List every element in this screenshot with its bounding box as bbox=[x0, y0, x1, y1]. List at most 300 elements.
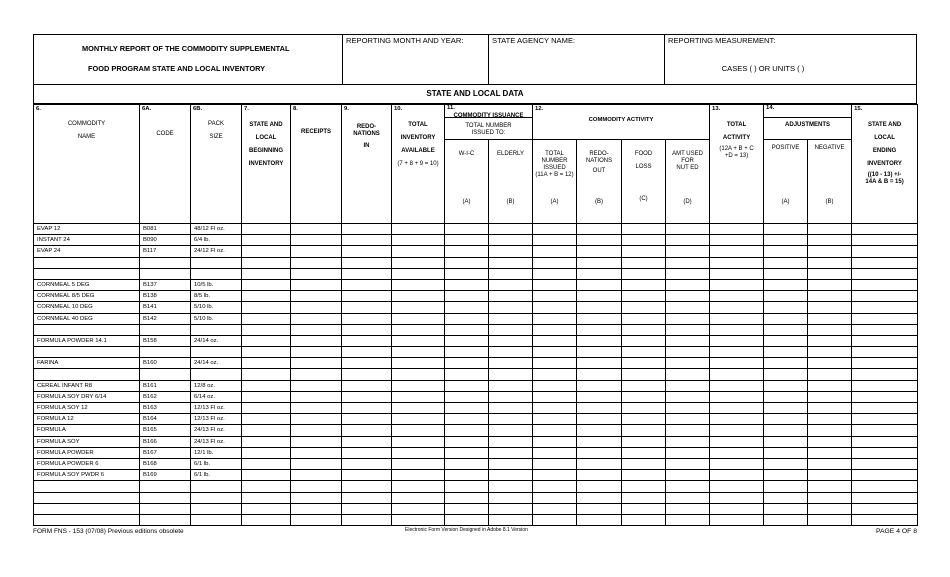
entry-cell[interactable] bbox=[342, 481, 392, 492]
entry-cell[interactable] bbox=[489, 235, 533, 246]
entry-cell[interactable] bbox=[242, 358, 291, 369]
entry-cell[interactable] bbox=[489, 458, 533, 469]
entry-cell[interactable] bbox=[666, 369, 710, 380]
entry-cell[interactable] bbox=[666, 414, 710, 425]
entry-cell[interactable] bbox=[622, 403, 666, 414]
entry-cell[interactable] bbox=[291, 335, 342, 346]
entry-cell[interactable] bbox=[445, 335, 489, 346]
entry-cell[interactable] bbox=[710, 403, 764, 414]
entry-cell[interactable] bbox=[291, 503, 342, 514]
entry-cell[interactable] bbox=[392, 279, 445, 290]
cases-units-selector[interactable]: CASES ( ) OR UNITS ( ) bbox=[721, 64, 805, 73]
entry-cell[interactable] bbox=[445, 246, 489, 257]
entry-cell[interactable] bbox=[666, 235, 710, 246]
entry-cell[interactable] bbox=[808, 369, 852, 380]
entry-cell[interactable] bbox=[392, 380, 445, 391]
entry-cell[interactable] bbox=[577, 324, 622, 335]
entry-cell[interactable] bbox=[577, 279, 622, 290]
entry-cell[interactable] bbox=[489, 302, 533, 313]
entry-cell[interactable] bbox=[852, 369, 918, 380]
entry-cell[interactable] bbox=[445, 514, 489, 525]
entry-cell[interactable] bbox=[622, 425, 666, 436]
entry-cell[interactable] bbox=[489, 391, 533, 402]
entry-cell[interactable] bbox=[489, 380, 533, 391]
entry-cell[interactable] bbox=[808, 324, 852, 335]
entry-cell[interactable] bbox=[622, 313, 666, 324]
entry-cell[interactable] bbox=[808, 235, 852, 246]
entry-cell[interactable] bbox=[764, 313, 808, 324]
entry-cell[interactable] bbox=[342, 470, 392, 481]
entry-cell[interactable] bbox=[577, 481, 622, 492]
entry-cell[interactable] bbox=[392, 313, 445, 324]
entry-cell[interactable] bbox=[291, 391, 342, 402]
entry-cell[interactable] bbox=[666, 302, 710, 313]
entry-cell[interactable] bbox=[622, 224, 666, 235]
entry-cell[interactable] bbox=[666, 380, 710, 391]
entry-cell[interactable] bbox=[342, 235, 392, 246]
entry-cell[interactable] bbox=[533, 279, 577, 290]
entry-cell[interactable] bbox=[808, 514, 852, 525]
entry-cell[interactable] bbox=[533, 470, 577, 481]
entry-cell[interactable] bbox=[392, 324, 445, 335]
reporting-month-field[interactable] bbox=[343, 35, 489, 84]
entry-cell[interactable] bbox=[622, 447, 666, 458]
entry-cell[interactable] bbox=[342, 447, 392, 458]
entry-cell[interactable] bbox=[489, 268, 533, 279]
entry-cell[interactable] bbox=[489, 257, 533, 268]
entry-cell[interactable] bbox=[710, 291, 764, 302]
entry-cell[interactable] bbox=[622, 324, 666, 335]
entry-cell[interactable] bbox=[445, 391, 489, 402]
entry-cell[interactable] bbox=[764, 447, 808, 458]
entry-cell[interactable] bbox=[242, 257, 291, 268]
entry-cell[interactable] bbox=[291, 279, 342, 290]
entry-cell[interactable] bbox=[489, 447, 533, 458]
entry-cell[interactable] bbox=[291, 302, 342, 313]
entry-cell[interactable] bbox=[577, 458, 622, 469]
entry-cell[interactable] bbox=[622, 481, 666, 492]
entry-cell[interactable] bbox=[291, 425, 342, 436]
entry-cell[interactable] bbox=[533, 302, 577, 313]
entry-cell[interactable] bbox=[577, 268, 622, 279]
entry-cell[interactable] bbox=[291, 246, 342, 257]
entry-cell[interactable] bbox=[533, 246, 577, 257]
entry-cell[interactable] bbox=[242, 246, 291, 257]
entry-cell[interactable] bbox=[764, 514, 808, 525]
entry-cell[interactable] bbox=[852, 414, 918, 425]
entry-cell[interactable] bbox=[808, 335, 852, 346]
entry-cell[interactable] bbox=[291, 347, 342, 358]
entry-cell[interactable] bbox=[710, 436, 764, 447]
entry-cell[interactable] bbox=[445, 447, 489, 458]
entry-cell[interactable] bbox=[852, 313, 918, 324]
entry-cell[interactable] bbox=[392, 458, 445, 469]
entry-cell[interactable] bbox=[445, 313, 489, 324]
entry-cell[interactable] bbox=[533, 291, 577, 302]
entry-cell[interactable] bbox=[622, 503, 666, 514]
entry-cell[interactable] bbox=[808, 481, 852, 492]
entry-cell[interactable] bbox=[852, 447, 918, 458]
entry-cell[interactable] bbox=[533, 414, 577, 425]
entry-cell[interactable] bbox=[808, 313, 852, 324]
entry-cell[interactable] bbox=[666, 313, 710, 324]
entry-cell[interactable] bbox=[445, 324, 489, 335]
entry-cell[interactable] bbox=[577, 358, 622, 369]
entry-cell[interactable] bbox=[342, 458, 392, 469]
entry-cell[interactable] bbox=[764, 358, 808, 369]
entry-cell[interactable] bbox=[392, 403, 445, 414]
entry-cell[interactable] bbox=[577, 335, 622, 346]
entry-cell[interactable] bbox=[666, 481, 710, 492]
entry-cell[interactable] bbox=[242, 481, 291, 492]
entry-cell[interactable] bbox=[445, 257, 489, 268]
entry-cell[interactable] bbox=[291, 414, 342, 425]
entry-cell[interactable] bbox=[764, 492, 808, 503]
entry-cell[interactable] bbox=[533, 235, 577, 246]
entry-cell[interactable] bbox=[445, 458, 489, 469]
entry-cell[interactable] bbox=[533, 369, 577, 380]
entry-cell[interactable] bbox=[710, 257, 764, 268]
entry-cell[interactable] bbox=[489, 514, 533, 525]
entry-cell[interactable] bbox=[392, 425, 445, 436]
entry-cell[interactable] bbox=[291, 235, 342, 246]
entry-cell[interactable] bbox=[622, 492, 666, 503]
entry-cell[interactable] bbox=[577, 414, 622, 425]
entry-cell[interactable] bbox=[291, 492, 342, 503]
entry-cell[interactable] bbox=[489, 492, 533, 503]
entry-cell[interactable] bbox=[577, 246, 622, 257]
entry-cell[interactable] bbox=[622, 436, 666, 447]
entry-cell[interactable] bbox=[852, 458, 918, 469]
entry-cell[interactable] bbox=[808, 347, 852, 358]
entry-cell[interactable] bbox=[622, 470, 666, 481]
entry-cell[interactable] bbox=[242, 425, 291, 436]
entry-cell[interactable] bbox=[852, 391, 918, 402]
entry-cell[interactable] bbox=[764, 403, 808, 414]
entry-cell[interactable] bbox=[342, 257, 392, 268]
entry-cell[interactable] bbox=[577, 447, 622, 458]
entry-cell[interactable] bbox=[666, 291, 710, 302]
entry-cell[interactable] bbox=[445, 302, 489, 313]
entry-cell[interactable] bbox=[242, 380, 291, 391]
entry-cell[interactable] bbox=[666, 458, 710, 469]
entry-cell[interactable] bbox=[710, 492, 764, 503]
state-agency-field[interactable] bbox=[489, 35, 665, 84]
entry-cell[interactable] bbox=[342, 279, 392, 290]
entry-cell[interactable] bbox=[533, 347, 577, 358]
entry-cell[interactable] bbox=[489, 503, 533, 514]
entry-cell[interactable] bbox=[710, 347, 764, 358]
entry-cell[interactable] bbox=[489, 347, 533, 358]
entry-cell[interactable] bbox=[764, 302, 808, 313]
entry-cell[interactable] bbox=[852, 257, 918, 268]
entry-cell[interactable] bbox=[291, 436, 342, 447]
entry-cell[interactable] bbox=[852, 514, 918, 525]
entry-cell[interactable] bbox=[342, 436, 392, 447]
entry-cell[interactable] bbox=[533, 324, 577, 335]
entry-cell[interactable] bbox=[764, 425, 808, 436]
entry-cell[interactable] bbox=[808, 279, 852, 290]
entry-cell[interactable] bbox=[710, 279, 764, 290]
entry-cell[interactable] bbox=[666, 224, 710, 235]
entry-cell[interactable] bbox=[710, 358, 764, 369]
entry-cell[interactable] bbox=[533, 481, 577, 492]
entry-cell[interactable] bbox=[445, 268, 489, 279]
entry-cell[interactable] bbox=[666, 279, 710, 290]
entry-cell[interactable] bbox=[533, 447, 577, 458]
entry-cell[interactable] bbox=[808, 224, 852, 235]
entry-cell[interactable] bbox=[622, 335, 666, 346]
entry-cell[interactable] bbox=[622, 347, 666, 358]
entry-cell[interactable] bbox=[808, 268, 852, 279]
entry-cell[interactable] bbox=[242, 235, 291, 246]
entry-cell[interactable] bbox=[666, 335, 710, 346]
entry-cell[interactable] bbox=[342, 380, 392, 391]
entry-cell[interactable] bbox=[577, 470, 622, 481]
entry-cell[interactable] bbox=[577, 302, 622, 313]
entry-cell[interactable] bbox=[242, 224, 291, 235]
entry-cell[interactable] bbox=[242, 302, 291, 313]
entry-cell[interactable] bbox=[577, 257, 622, 268]
entry-cell[interactable] bbox=[622, 391, 666, 402]
entry-cell[interactable] bbox=[764, 347, 808, 358]
entry-cell[interactable] bbox=[666, 347, 710, 358]
entry-cell[interactable] bbox=[764, 235, 808, 246]
entry-cell[interactable] bbox=[852, 403, 918, 414]
entry-cell[interactable] bbox=[852, 436, 918, 447]
entry-cell[interactable] bbox=[533, 257, 577, 268]
entry-cell[interactable] bbox=[342, 492, 392, 503]
entry-cell[interactable] bbox=[852, 481, 918, 492]
entry-cell[interactable] bbox=[852, 347, 918, 358]
entry-cell[interactable] bbox=[392, 481, 445, 492]
entry-cell[interactable] bbox=[852, 302, 918, 313]
entry-cell[interactable] bbox=[533, 503, 577, 514]
entry-cell[interactable] bbox=[808, 257, 852, 268]
entry-cell[interactable] bbox=[764, 268, 808, 279]
entry-cell[interactable] bbox=[445, 358, 489, 369]
entry-cell[interactable] bbox=[242, 291, 291, 302]
entry-cell[interactable] bbox=[622, 458, 666, 469]
entry-cell[interactable] bbox=[710, 235, 764, 246]
entry-cell[interactable] bbox=[533, 268, 577, 279]
entry-cell[interactable] bbox=[392, 257, 445, 268]
entry-cell[interactable] bbox=[622, 257, 666, 268]
entry-cell[interactable] bbox=[808, 391, 852, 402]
entry-cell[interactable] bbox=[291, 514, 342, 525]
entry-cell[interactable] bbox=[291, 403, 342, 414]
entry-cell[interactable] bbox=[852, 470, 918, 481]
entry-cell[interactable] bbox=[852, 279, 918, 290]
entry-cell[interactable] bbox=[291, 481, 342, 492]
entry-cell[interactable] bbox=[489, 358, 533, 369]
entry-cell[interactable] bbox=[808, 291, 852, 302]
entry-cell[interactable] bbox=[852, 324, 918, 335]
entry-cell[interactable] bbox=[342, 391, 392, 402]
entry-cell[interactable] bbox=[666, 492, 710, 503]
entry-cell[interactable] bbox=[710, 514, 764, 525]
entry-cell[interactable] bbox=[242, 391, 291, 402]
entry-cell[interactable] bbox=[392, 436, 445, 447]
entry-cell[interactable] bbox=[852, 503, 918, 514]
entry-cell[interactable] bbox=[242, 436, 291, 447]
entry-cell[interactable] bbox=[242, 347, 291, 358]
entry-cell[interactable] bbox=[577, 425, 622, 436]
entry-cell[interactable] bbox=[242, 403, 291, 414]
entry-cell[interactable] bbox=[764, 380, 808, 391]
entry-cell[interactable] bbox=[533, 313, 577, 324]
entry-cell[interactable] bbox=[808, 246, 852, 257]
entry-cell[interactable] bbox=[710, 414, 764, 425]
entry-cell[interactable] bbox=[242, 279, 291, 290]
entry-cell[interactable] bbox=[577, 347, 622, 358]
entry-cell[interactable] bbox=[852, 380, 918, 391]
entry-cell[interactable] bbox=[577, 503, 622, 514]
entry-cell[interactable] bbox=[533, 358, 577, 369]
entry-cell[interactable] bbox=[489, 414, 533, 425]
entry-cell[interactable] bbox=[577, 403, 622, 414]
entry-cell[interactable] bbox=[342, 302, 392, 313]
entry-cell[interactable] bbox=[710, 458, 764, 469]
entry-cell[interactable] bbox=[489, 224, 533, 235]
entry-cell[interactable] bbox=[533, 436, 577, 447]
entry-cell[interactable] bbox=[392, 492, 445, 503]
entry-cell[interactable] bbox=[445, 279, 489, 290]
entry-cell[interactable] bbox=[666, 268, 710, 279]
entry-cell[interactable] bbox=[392, 503, 445, 514]
entry-cell[interactable] bbox=[710, 268, 764, 279]
entry-cell[interactable] bbox=[392, 291, 445, 302]
entry-cell[interactable] bbox=[392, 514, 445, 525]
entry-cell[interactable] bbox=[764, 335, 808, 346]
entry-cell[interactable] bbox=[852, 246, 918, 257]
entry-cell[interactable] bbox=[392, 268, 445, 279]
entry-cell[interactable] bbox=[392, 302, 445, 313]
entry-cell[interactable] bbox=[445, 470, 489, 481]
entry-cell[interactable] bbox=[489, 481, 533, 492]
entry-cell[interactable] bbox=[392, 358, 445, 369]
entry-cell[interactable] bbox=[852, 268, 918, 279]
entry-cell[interactable] bbox=[242, 514, 291, 525]
entry-cell[interactable] bbox=[666, 358, 710, 369]
entry-cell[interactable] bbox=[445, 291, 489, 302]
entry-cell[interactable] bbox=[533, 224, 577, 235]
entry-cell[interactable] bbox=[577, 492, 622, 503]
entry-cell[interactable] bbox=[577, 313, 622, 324]
entry-cell[interactable] bbox=[291, 324, 342, 335]
entry-cell[interactable] bbox=[577, 391, 622, 402]
entry-cell[interactable] bbox=[666, 246, 710, 257]
entry-cell[interactable] bbox=[445, 414, 489, 425]
entry-cell[interactable] bbox=[577, 235, 622, 246]
entry-cell[interactable] bbox=[808, 492, 852, 503]
entry-cell[interactable] bbox=[242, 470, 291, 481]
entry-cell[interactable] bbox=[489, 335, 533, 346]
entry-cell[interactable] bbox=[489, 324, 533, 335]
entry-cell[interactable] bbox=[666, 470, 710, 481]
entry-cell[interactable] bbox=[489, 313, 533, 324]
entry-cell[interactable] bbox=[489, 425, 533, 436]
entry-cell[interactable] bbox=[242, 458, 291, 469]
entry-cell[interactable] bbox=[489, 279, 533, 290]
entry-cell[interactable] bbox=[710, 391, 764, 402]
entry-cell[interactable] bbox=[533, 458, 577, 469]
entry-cell[interactable] bbox=[342, 425, 392, 436]
entry-cell[interactable] bbox=[710, 313, 764, 324]
entry-cell[interactable] bbox=[445, 503, 489, 514]
entry-cell[interactable] bbox=[666, 425, 710, 436]
entry-cell[interactable] bbox=[445, 369, 489, 380]
entry-cell[interactable] bbox=[291, 224, 342, 235]
entry-cell[interactable] bbox=[666, 447, 710, 458]
entry-cell[interactable] bbox=[342, 358, 392, 369]
entry-cell[interactable] bbox=[445, 235, 489, 246]
entry-cell[interactable] bbox=[242, 447, 291, 458]
entry-cell[interactable] bbox=[445, 380, 489, 391]
entry-cell[interactable] bbox=[764, 458, 808, 469]
entry-cell[interactable] bbox=[808, 302, 852, 313]
entry-cell[interactable] bbox=[764, 324, 808, 335]
entry-cell[interactable] bbox=[852, 425, 918, 436]
entry-cell[interactable] bbox=[808, 414, 852, 425]
entry-cell[interactable] bbox=[577, 224, 622, 235]
entry-cell[interactable] bbox=[445, 347, 489, 358]
entry-cell[interactable] bbox=[445, 481, 489, 492]
entry-cell[interactable] bbox=[710, 503, 764, 514]
entry-cell[interactable] bbox=[489, 369, 533, 380]
entry-cell[interactable] bbox=[808, 436, 852, 447]
entry-cell[interactable] bbox=[392, 347, 445, 358]
entry-cell[interactable] bbox=[710, 481, 764, 492]
entry-cell[interactable] bbox=[489, 436, 533, 447]
entry-cell[interactable] bbox=[342, 403, 392, 414]
entry-cell[interactable] bbox=[291, 313, 342, 324]
entry-cell[interactable] bbox=[392, 391, 445, 402]
entry-cell[interactable] bbox=[445, 425, 489, 436]
entry-cell[interactable] bbox=[710, 447, 764, 458]
entry-cell[interactable] bbox=[342, 369, 392, 380]
entry-cell[interactable] bbox=[710, 369, 764, 380]
entry-cell[interactable] bbox=[291, 268, 342, 279]
entry-cell[interactable] bbox=[291, 470, 342, 481]
entry-cell[interactable] bbox=[852, 224, 918, 235]
entry-cell[interactable] bbox=[764, 436, 808, 447]
entry-cell[interactable] bbox=[242, 503, 291, 514]
entry-cell[interactable] bbox=[577, 369, 622, 380]
entry-cell[interactable] bbox=[242, 335, 291, 346]
entry-cell[interactable] bbox=[291, 358, 342, 369]
entry-cell[interactable] bbox=[764, 369, 808, 380]
entry-cell[interactable] bbox=[710, 380, 764, 391]
entry-cell[interactable] bbox=[392, 414, 445, 425]
entry-cell[interactable] bbox=[342, 324, 392, 335]
entry-cell[interactable] bbox=[710, 224, 764, 235]
entry-cell[interactable] bbox=[764, 257, 808, 268]
entry-cell[interactable] bbox=[764, 246, 808, 257]
entry-cell[interactable] bbox=[710, 335, 764, 346]
entry-cell[interactable] bbox=[852, 358, 918, 369]
entry-cell[interactable] bbox=[710, 246, 764, 257]
entry-cell[interactable] bbox=[291, 447, 342, 458]
entry-cell[interactable] bbox=[622, 246, 666, 257]
entry-cell[interactable] bbox=[291, 458, 342, 469]
entry-cell[interactable] bbox=[622, 268, 666, 279]
entry-cell[interactable] bbox=[622, 514, 666, 525]
entry-cell[interactable] bbox=[342, 335, 392, 346]
entry-cell[interactable] bbox=[852, 492, 918, 503]
entry-cell[interactable] bbox=[291, 380, 342, 391]
entry-cell[interactable] bbox=[622, 302, 666, 313]
